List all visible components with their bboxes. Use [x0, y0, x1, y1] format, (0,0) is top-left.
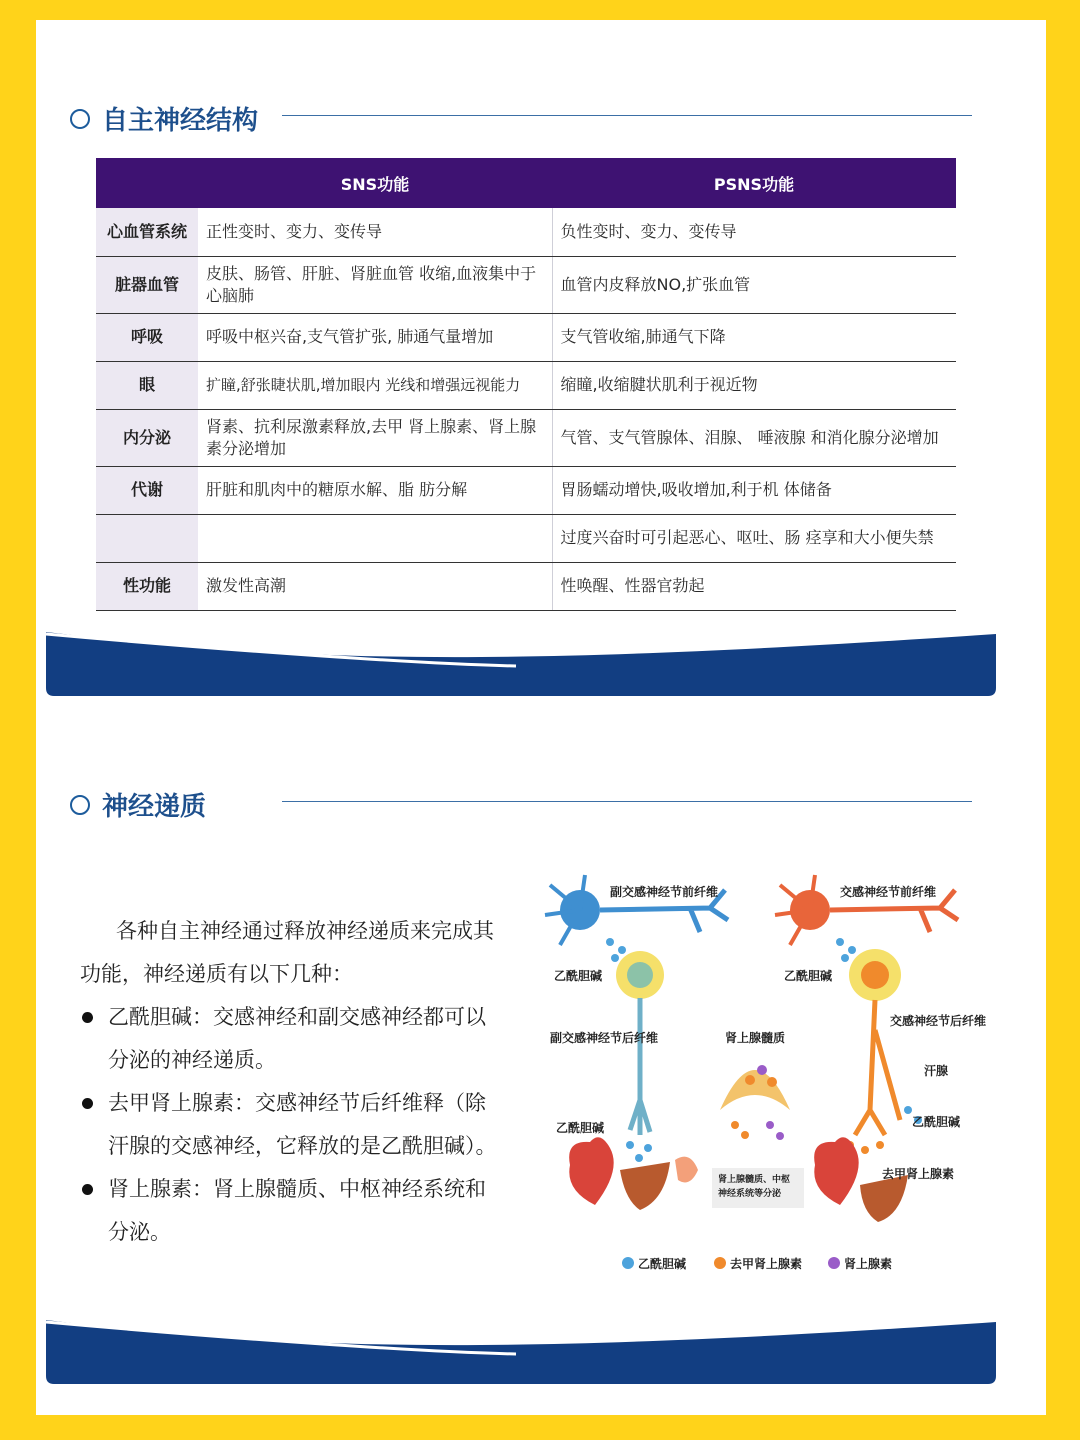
- section1-title: 自主神经结构: [102, 106, 259, 136]
- neurotransmitter-text: [80, 910, 500, 1254]
- sns-cell: 肝脏和肌肉中的糖原水解、脂 肪分解: [198, 466, 552, 514]
- psns-neuron: [545, 875, 728, 1135]
- header-psns: PSNS功能: [552, 158, 956, 208]
- label-secretion: 肾上腺髓质、中枢神经系统等分泌: [718, 1175, 791, 1199]
- secretion-box: [712, 1168, 804, 1208]
- legend-ne-swatch: [714, 1257, 726, 1269]
- label-ach-sweat: 乙酰胆碱: [912, 1115, 961, 1129]
- legend-ach-swatch: [622, 1257, 634, 1269]
- header-sns: SNS功能: [198, 158, 552, 208]
- psns-cell: 血管内皮释放NO,扩张血管: [552, 256, 956, 313]
- psns-cell: 过度兴奋时可引起恶心、呕吐、肠 痉享和大小便失禁: [552, 514, 956, 562]
- legend-ach: 乙酰胆碱: [638, 1257, 687, 1271]
- sns-cell: 皮肤、肠管、肝脏、肾脏血管 收缩,血液集中于心脑肺: [198, 256, 552, 313]
- row-label: 呼吸: [96, 313, 198, 361]
- table-row: [96, 562, 956, 610]
- table-row: [96, 208, 956, 256]
- table-row: [96, 466, 956, 514]
- intro-paragraph: 各种自主神经通过释放神经递质来完成其功能，神经递质有以下几种：: [80, 919, 494, 986]
- table-header-row: [96, 158, 956, 208]
- label-sns-pre: 交感神经节前纤维: [840, 885, 937, 899]
- psns-cell: 性唤醒、性器官勃起: [552, 562, 956, 610]
- legend-epi-swatch: [828, 1257, 840, 1269]
- adrenal-gland: [720, 1065, 790, 1110]
- sns-cell: 呼吸中枢兴奋,支气管扩张, 肺通气量增加: [198, 313, 552, 361]
- row-label: 心血管系统: [96, 208, 198, 256]
- psns-cell: 胃肠蠕动增快,吸收增加,利于机 体储备: [552, 466, 956, 514]
- label-sns-post: 交感神经节后纤维: [890, 1014, 987, 1028]
- table-row: [96, 361, 956, 409]
- neurotransmitter-diagram: [540, 870, 987, 1280]
- psns-cell: 缩瞳,收缩腱状肌利于视近物: [552, 361, 956, 409]
- sns-cell: 正性变时、变力、变传导: [198, 208, 552, 256]
- table-corner: [96, 158, 198, 208]
- psns-cell: 气管、支气管腺体、泪腺、 唾液腺 和消化腺分泌增加: [552, 409, 956, 466]
- psns-cell: 支气管收缩,肺通气下降: [552, 313, 956, 361]
- legend: [622, 1256, 892, 1271]
- table-row: [96, 409, 956, 466]
- section2-divider: [282, 801, 972, 802]
- section1-header: [70, 100, 258, 137]
- circle-icon: [70, 109, 90, 129]
- table-row: [96, 514, 956, 562]
- bullet-list: [80, 996, 500, 1254]
- row-label: 内分泌: [96, 409, 198, 466]
- label-adrenal-medulla: 肾上腺髓质: [725, 1031, 786, 1045]
- wave-banner-top: [46, 632, 996, 696]
- function-table: [96, 158, 956, 611]
- row-label: 代谢: [96, 466, 198, 514]
- bullet-text: 去甲肾上腺素：交感神经节后纤维释（除汗腺的交感神经，它释放的是乙酰胆碱）。: [108, 1091, 497, 1158]
- row-label: 脏器血管: [96, 256, 198, 313]
- sns-cell: 激发性高潮: [198, 562, 552, 610]
- bullet-text: 乙酰胆碱：交感神经和副交感神经都可以分泌的神经递质。: [108, 1005, 486, 1072]
- sns-cell: 扩瞳,舒张睫状肌,增加眼内 光线和增强远视能力: [198, 361, 552, 409]
- bullet-icon: [82, 1012, 93, 1023]
- label-ne: 去甲肾上腺素: [882, 1167, 955, 1181]
- table-row: [96, 313, 956, 361]
- section1-divider: [282, 115, 972, 116]
- label-ach-bottom-left: 乙酰胆碱: [556, 1121, 605, 1135]
- bullet-icon: [82, 1184, 93, 1195]
- list-item: [80, 1082, 500, 1168]
- bullet-text: 肾上腺素：肾上腺髓质、中枢神经系统和分泌。: [108, 1177, 486, 1244]
- sns-cell: 肾素、抗利尿激素释放,去甲 肾上腺素、肾上腺素分泌增加: [198, 409, 552, 466]
- row-label: [96, 514, 198, 562]
- label-sweat-gland: 汗腺: [924, 1064, 949, 1078]
- section2-title: 神经递质: [102, 792, 207, 822]
- row-label: 性功能: [96, 562, 198, 610]
- label-ach-left: 乙酰胆碱: [554, 969, 603, 983]
- list-item: [80, 996, 500, 1082]
- bullet-icon: [82, 1098, 93, 1109]
- wave-banner-bottom: [46, 1320, 996, 1384]
- label-psns-post: 副交感神经节后纤维: [550, 1031, 659, 1045]
- row-label: 眼: [96, 361, 198, 409]
- legend-epi: 肾上腺素: [844, 1257, 893, 1271]
- label-psns-pre: 副交感神经节前纤维: [610, 885, 719, 899]
- sns-cell: [198, 514, 552, 562]
- list-item: [80, 1168, 500, 1254]
- label-ach-right: 乙酰胆碱: [784, 969, 833, 983]
- legend-ne: 去甲肾上腺素: [730, 1257, 803, 1271]
- section2-header: [70, 786, 206, 823]
- table-row: [96, 256, 956, 313]
- sns-neuron: [775, 875, 958, 1135]
- psns-cell: 负性变时、变力、变传导: [552, 208, 956, 256]
- circle-icon: [70, 795, 90, 815]
